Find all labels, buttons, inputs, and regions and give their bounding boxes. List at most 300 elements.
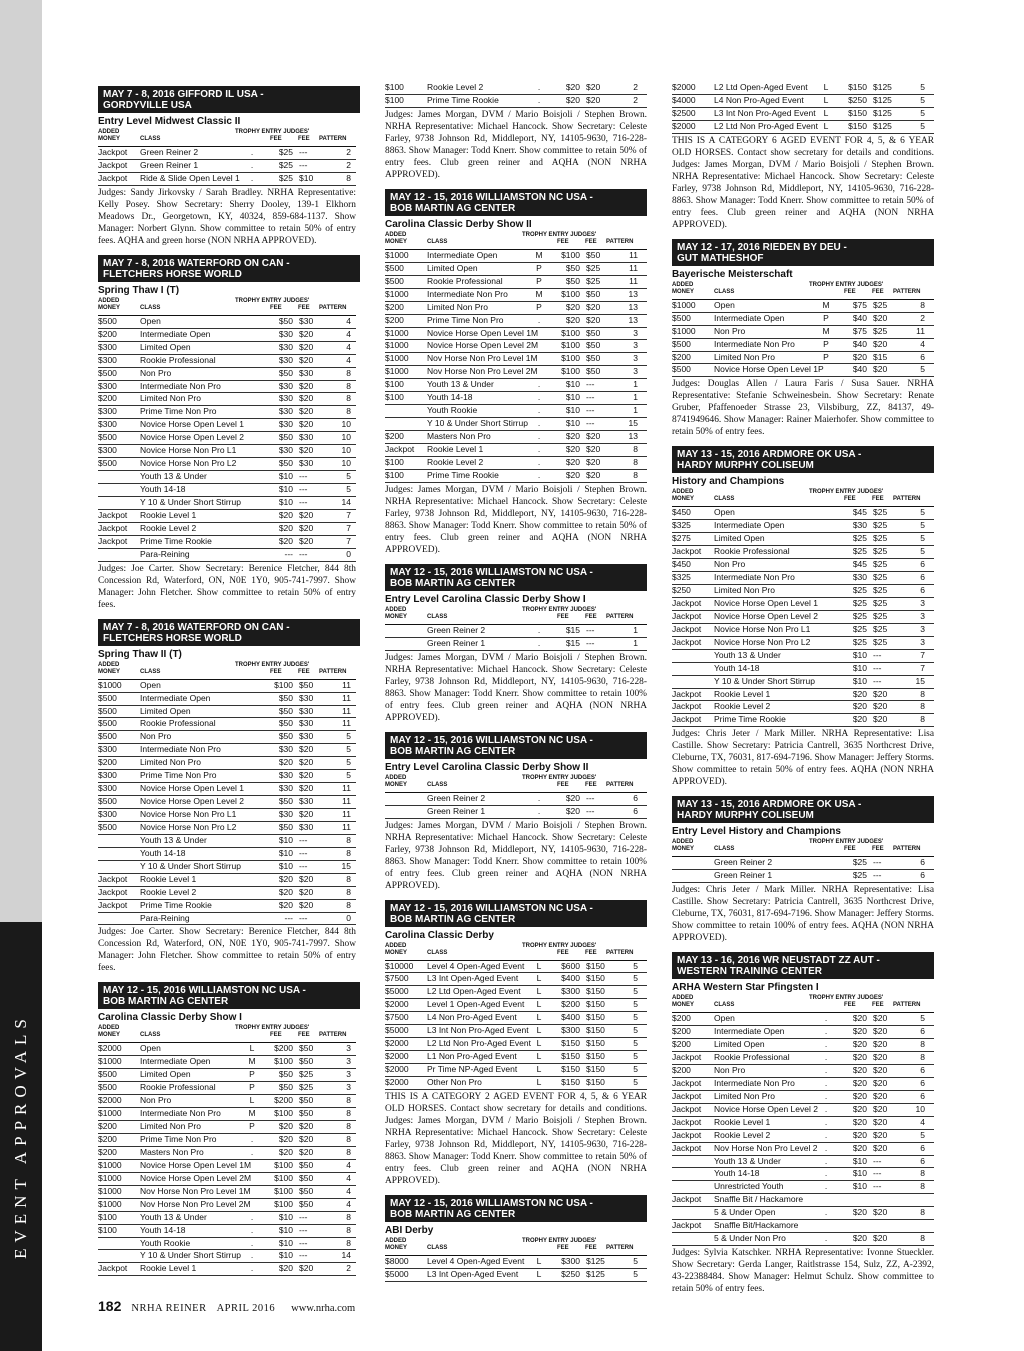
judges-fee: --- <box>299 1237 308 1248</box>
judges-fee: $50 <box>299 1095 314 1106</box>
header-money: MONEY <box>672 288 695 295</box>
judges-fee: $50 <box>299 1108 314 1119</box>
level: . <box>824 1142 828 1153</box>
trophy-entry-fee: $45 <box>852 559 867 570</box>
class-name: Youth 14-18 <box>140 1224 186 1235</box>
event-date-location: MAY 7 - 8, 2016 WATERFORD ON CAN - <box>103 257 290 269</box>
judges-fee: $20 <box>586 469 601 480</box>
pattern: 8 <box>346 873 351 884</box>
table-row <box>672 1181 934 1194</box>
added-money: $100 <box>98 1224 117 1235</box>
trophy-entry-fee: $30 <box>278 783 293 794</box>
event-listing <box>672 796 934 944</box>
table-row <box>385 1269 647 1282</box>
header-fee: FEE <box>585 781 597 788</box>
table-row <box>98 1082 356 1095</box>
judges-fee: $20 <box>299 522 314 533</box>
judges-fee: $20 <box>873 338 888 349</box>
level: M <box>248 1056 256 1067</box>
table-header <box>385 942 647 961</box>
level: L <box>536 1064 542 1074</box>
trophy-entry-fee: $20 <box>852 701 867 712</box>
table-row <box>385 95 647 108</box>
table-row <box>98 887 356 900</box>
column-1 <box>98 86 356 1278</box>
trophy-entry-fee: $20 <box>852 1116 867 1127</box>
class-name: Para-Reining <box>140 912 190 923</box>
pattern: 0 <box>346 548 351 559</box>
judges-fee: --- <box>873 1155 882 1166</box>
table-row <box>98 718 356 731</box>
pattern: 5 <box>346 471 351 482</box>
show-title: Carolina Classic Derby Show I <box>98 1012 242 1024</box>
class-name: Intermediate Non Pro <box>427 288 508 299</box>
judges-fee: --- <box>873 675 882 686</box>
class-name: Novice Horse Open Level 2 <box>140 796 244 807</box>
judges-fee: $20 <box>873 1103 888 1114</box>
header-fee: FEE <box>872 288 884 295</box>
pattern: 8 <box>920 1233 925 1244</box>
table-row <box>98 406 356 419</box>
trophy-entry-fee: $40 <box>852 312 867 323</box>
level: L <box>823 94 829 105</box>
added-money: $300 <box>98 406 117 417</box>
header-pattern: PATTERN <box>893 1002 921 1009</box>
judges-fee: --- <box>299 847 308 858</box>
event-venue: GUT MATHESHOF <box>677 252 764 264</box>
level: P <box>249 1082 255 1093</box>
judges-fee: $20 <box>299 393 314 404</box>
pattern: 6 <box>633 805 638 816</box>
header-fee: FEE <box>872 496 884 503</box>
pattern: 8 <box>346 1211 351 1222</box>
pattern: 8 <box>920 1168 925 1179</box>
header-trophy-entry-judges: TROPHY ENTRY JUDGES' <box>522 231 597 238</box>
level: . <box>824 1103 828 1114</box>
header-fee: FEE <box>557 1244 569 1251</box>
trophy-entry-fee: $20 <box>852 1077 867 1088</box>
judges-fee: $50 <box>586 353 601 364</box>
trophy-entry-fee: $30 <box>278 744 293 755</box>
class-name: Rookie Professional <box>714 1052 790 1062</box>
header-money: MONEY <box>385 238 408 245</box>
level: P <box>249 1069 255 1080</box>
class-name: Intermediate Open <box>714 312 785 323</box>
class-name: Green Reiner 1 <box>427 637 486 648</box>
trophy-entry-fee: $25 <box>852 597 867 608</box>
judges-fee: $30 <box>299 692 314 703</box>
added-money: $300 <box>98 744 117 755</box>
judges-fee: $20 <box>586 456 601 467</box>
show-title: ARHA Western Star Pfingsten I <box>672 982 819 994</box>
judges-fee: $25 <box>873 520 888 531</box>
judges-fee: $15 <box>873 351 888 362</box>
judges-fee: --- <box>299 147 308 157</box>
table-row <box>385 405 647 418</box>
level: L <box>823 82 829 92</box>
trophy-entry-fee: $20 <box>278 1121 293 1132</box>
magazine-name: NRHA REINER <box>131 1303 207 1314</box>
header-fee: FEE <box>270 304 282 311</box>
header-trophy-entry-judges: TROPHY ENTRY JUDGES' <box>235 1025 310 1032</box>
table-row <box>385 276 647 289</box>
table-row <box>385 82 647 95</box>
judges-fee: $50 <box>586 366 601 377</box>
added-money: Jackpot <box>672 623 702 634</box>
level: L <box>823 107 829 118</box>
added-money: $1000 <box>385 249 409 260</box>
class-name: Non Pro <box>714 1064 746 1075</box>
pattern: 8 <box>920 1181 925 1192</box>
level: P <box>249 1121 255 1132</box>
level: P <box>536 262 542 273</box>
event-details: Judges: Joe Carter. Show Secretary: Berenice Fletcher, 844 8th Concession Rd, Waterford, ON, N0E 1Y0, 905-741-7997. Show Manager: John Fletcher. Show committee to retain 50% of entry fees. <box>98 563 356 610</box>
class-name: Novice Horse Open Level 1 <box>140 419 244 430</box>
judges-fee: $25 <box>873 559 888 570</box>
table-row <box>98 1095 356 1108</box>
trophy-entry-fee: $20 <box>852 688 867 699</box>
event-header <box>385 900 647 927</box>
judges-fee: $125 <box>873 120 892 131</box>
class-name: Intermediate Non Pro <box>140 744 221 755</box>
table-row <box>98 368 356 381</box>
pattern: 3 <box>346 1043 351 1054</box>
level: . <box>250 1224 254 1235</box>
added-money: $1000 <box>672 299 696 310</box>
pattern: 14 <box>341 1250 351 1261</box>
trophy-entry-fee: $10 <box>565 405 580 416</box>
added-money: $100 <box>385 94 404 105</box>
trophy-entry-fee: $20 <box>565 82 580 92</box>
show-title: Spring Thaw I (T) <box>98 284 180 296</box>
judges-fee: $25 <box>586 262 601 273</box>
class-name: Intermediate Non Pro <box>714 572 795 583</box>
table-row <box>672 676 934 689</box>
table-row <box>672 650 934 663</box>
added-money: $500 <box>98 821 117 832</box>
level: . <box>824 1129 828 1140</box>
header-added: ADDED <box>672 995 694 1002</box>
table-row <box>672 689 934 702</box>
pattern: 5 <box>920 82 925 92</box>
header-money: MONEY <box>672 1002 695 1009</box>
judges-fee: $150 <box>586 1076 605 1087</box>
header-fee: FEE <box>585 613 597 620</box>
judges-fee: $30 <box>299 731 314 742</box>
pattern: 1 <box>633 624 638 635</box>
level: . <box>250 1134 254 1144</box>
judges-fee: $20 <box>299 1146 314 1157</box>
class-name: L4 Non Pro-Aged Event <box>427 1012 517 1023</box>
judges-fee: $20 <box>299 886 314 897</box>
class-name: 5 & Under Open <box>714 1207 776 1218</box>
pattern: 2 <box>633 82 638 92</box>
class-name: Rookie Professional <box>140 718 216 729</box>
header-trophy-entry-judges: TROPHY ENTRY JUDGES' <box>235 297 310 304</box>
class-name: Youth Rookie <box>427 405 478 416</box>
trophy-entry-fee: $10 <box>278 847 293 858</box>
pattern: 2 <box>346 147 351 157</box>
event-date-location: MAY 12 - 15, 2016 WILLIAMSTON NC USA - <box>390 734 593 746</box>
class-name: Masters Non Pro <box>140 1146 204 1157</box>
class-name: Youth 14-18 <box>140 484 186 494</box>
table-row <box>385 1051 647 1064</box>
header-added: ADDED <box>385 1237 407 1244</box>
table-row <box>385 1038 647 1051</box>
pattern: 1 <box>633 637 638 648</box>
table-row <box>98 861 356 874</box>
header-added: ADDED <box>385 942 407 949</box>
added-money: $300 <box>98 341 117 352</box>
pattern: 5 <box>346 744 351 755</box>
trophy-entry-fee: $50 <box>278 458 293 469</box>
trophy-entry-fee: $300 <box>561 1255 580 1266</box>
class-name: Non Pro <box>140 367 172 378</box>
header-class: CLASS <box>140 668 161 675</box>
added-money: $300 <box>98 354 117 365</box>
pattern: 8 <box>920 299 925 310</box>
class-name: Novice Horse Open Level 2 <box>140 432 244 443</box>
class-name: Intermediate Open <box>140 692 211 703</box>
show-title: Entry Level Carolina Classic Derby Show I <box>385 593 586 605</box>
class-name: Rookie Level 1 <box>427 443 484 454</box>
pattern: 5 <box>633 999 638 1010</box>
pattern: 11 <box>629 249 638 260</box>
table-row <box>672 108 934 121</box>
class-name: Rookie Professional <box>140 354 216 365</box>
class-name: Prime Time Non Pro <box>140 1134 217 1144</box>
level: . <box>537 82 541 92</box>
table-header <box>98 128 356 147</box>
table-header <box>385 1237 647 1256</box>
judges-fee: $20 <box>873 1013 888 1024</box>
added-money: $500 <box>98 705 117 716</box>
pattern: 5 <box>920 520 925 531</box>
level: L <box>823 120 829 131</box>
show-title: Carolina Classic Derby Show II <box>385 218 532 230</box>
judges-fee: --- <box>299 471 308 482</box>
event-venue: BOB MARTIN AG CENTER <box>390 202 516 214</box>
class-name: Open <box>714 1013 735 1024</box>
class-name: Intermediate Open <box>427 249 498 260</box>
table-row <box>98 342 356 355</box>
class-name: Non Pro <box>140 731 172 742</box>
added-money: $200 <box>98 1121 117 1132</box>
table-row <box>385 1012 647 1025</box>
added-money: $450 <box>672 559 691 570</box>
event-listing <box>385 732 647 892</box>
header-class: CLASS <box>714 846 735 853</box>
trophy-entry-fee: $15 <box>565 637 580 648</box>
class-name: Prime Time Rookie <box>140 535 212 546</box>
added-money: Jackpot <box>98 899 128 910</box>
trophy-entry-fee: $20 <box>852 1103 867 1114</box>
table-row <box>385 431 647 444</box>
judges-fee: --- <box>586 792 595 803</box>
pattern: 5 <box>920 507 925 518</box>
level: . <box>824 1207 828 1218</box>
pattern: 3 <box>346 1056 351 1067</box>
class-name: Snaffle Bit / Hackamore <box>714 1194 804 1205</box>
judges-fee: $20 <box>299 1121 314 1132</box>
event-header <box>385 732 647 759</box>
trophy-entry-fee: $25 <box>852 857 867 868</box>
pattern: 5 <box>920 1129 925 1140</box>
trophy-entry-fee: $10 <box>278 1224 293 1235</box>
table-row <box>672 546 934 559</box>
header-money: MONEY <box>98 668 121 675</box>
class-name: Novice Horse Open Level 1M <box>140 1159 252 1170</box>
judges-fee: $25 <box>873 572 888 583</box>
added-money: $200 <box>672 1039 691 1050</box>
table-row <box>98 471 356 484</box>
pattern: 6 <box>920 1064 925 1075</box>
table-row <box>672 1207 934 1220</box>
table-row <box>672 663 934 676</box>
pattern: 11 <box>342 796 351 807</box>
table-row <box>385 973 647 986</box>
event-date-location: MAY 12 - 15, 2016 WILLIAMSTON NC USA - <box>103 985 306 997</box>
table-row <box>98 835 356 848</box>
judges-fee: --- <box>586 418 595 429</box>
pattern: 8 <box>346 1121 351 1132</box>
pattern: 5 <box>920 1013 925 1024</box>
level: . <box>537 456 541 467</box>
trophy-entry-fee: $30 <box>278 328 293 339</box>
pattern: 3 <box>346 1069 351 1080</box>
header-pattern: PATTERN <box>606 1244 634 1251</box>
table-row <box>385 806 647 819</box>
class-name: Intermediate Non Pro <box>140 1108 221 1119</box>
added-money: $500 <box>98 692 117 703</box>
class-name: Rookie Level 2 <box>140 886 197 897</box>
class-name: Ride & Slide Open Level 1 <box>140 172 240 183</box>
pattern: 5 <box>633 1012 638 1023</box>
event-date-location: MAY 13 - 15, 2016 ARDMORE OK USA - <box>677 799 862 811</box>
event-continuation <box>385 82 647 181</box>
pattern: 5 <box>920 94 925 105</box>
class-name: Open <box>140 679 161 690</box>
table-row <box>98 316 356 329</box>
class-name: Novice Horse Non Pro L1 <box>140 445 237 456</box>
added-money: $500 <box>672 312 691 323</box>
pattern: 0 <box>346 912 351 923</box>
class-name: Limited Non Pro <box>140 1121 201 1132</box>
pattern: 5 <box>633 1255 638 1266</box>
trophy-entry-fee: $20 <box>278 899 293 910</box>
table-row <box>98 693 356 706</box>
judges-fee: $20 <box>299 380 314 391</box>
table-row <box>385 986 647 999</box>
pattern: 11 <box>342 705 351 716</box>
added-money: $500 <box>98 718 117 729</box>
table-row <box>98 731 356 744</box>
pattern: 6 <box>920 1155 925 1166</box>
class-name: Youth 14-18 <box>714 1168 760 1179</box>
event-header <box>98 255 360 282</box>
trophy-entry-fee: $10 <box>278 1211 293 1222</box>
event-listing <box>385 564 647 724</box>
trophy-entry-fee: $100 <box>274 1198 293 1209</box>
sidebar-section-label <box>0 922 42 1351</box>
level: M <box>248 1108 256 1119</box>
judges-fee: $150 <box>586 960 605 971</box>
trophy-entry-fee: $30 <box>278 354 293 365</box>
judges-fee: $30 <box>299 315 314 326</box>
header-fee: FEE <box>844 288 856 295</box>
trophy-entry-fee: $50 <box>278 796 293 807</box>
pattern: 8 <box>920 714 925 725</box>
judges-fee: $25 <box>299 1069 314 1080</box>
event-venue: FLETCHERS HORSE WORLD <box>103 268 242 280</box>
added-money: $200 <box>672 1026 691 1037</box>
class-name: L4 Non Pro-Aged Event <box>714 94 804 105</box>
pattern: 3 <box>920 623 925 634</box>
trophy-entry-fee: --- <box>284 548 293 559</box>
added-money: $100 <box>385 379 404 390</box>
header-class: CLASS <box>427 1244 448 1251</box>
judges-fee: $20 <box>873 312 888 323</box>
class-name: Youth 13 & Under <box>714 1155 781 1166</box>
added-money: $500 <box>385 275 404 286</box>
trophy-entry-fee: $20 <box>565 314 580 325</box>
trophy-entry-fee: $25 <box>852 546 867 557</box>
class-name: Rookie Level 1 <box>714 1116 771 1127</box>
pattern: 8 <box>920 688 925 699</box>
event-date-location: MAY 13 - 16, 2016 WR NEUSTADT ZZ AUT - <box>677 955 880 967</box>
pattern: 4 <box>346 1159 351 1170</box>
table-row <box>385 315 647 328</box>
event-details: Judges: James Morgan, DVM / Mario Boisjoli / Stephen Brown. NRHA Representative: Michael Hancock. Show Secretary: Celeste Farley, 9738 Johnson Rd, Middleport, NY, 14105-9630, 716-228-8863. Show Manager: Todd Knerr. Show committee to retain 50% of entry fees. Club green reiner and AQHA (NON NRHA APPROVED). <box>385 484 647 555</box>
judges-fee: $20 <box>873 1116 888 1127</box>
header-pattern: PATTERN <box>319 668 347 675</box>
table-header <box>385 774 647 793</box>
judges-fee: $20 <box>586 314 601 325</box>
level: L <box>536 1051 542 1062</box>
event-header <box>672 796 934 823</box>
added-money: Jackpot <box>672 1220 702 1231</box>
judges-fee: $20 <box>586 443 601 454</box>
added-money: Jackpot <box>672 1194 702 1205</box>
trophy-entry-fee: $50 <box>278 821 293 832</box>
trophy-entry-fee: $150 <box>561 1076 580 1087</box>
trophy-entry-fee: $40 <box>852 364 867 375</box>
show-title: Spring Thaw II (T) <box>98 648 182 660</box>
event-details: Judges: Sandy Jirkovsky / Sarah Bradley. NRHA Representative: Kelly Posey. Show Secretary: Sherry Dooley, 139-1 Elkhorn Meadows Dr., Georgetown, KY, 40324, 859-684-1137. Show Manager: Norbert Glynn. Show committee to retain 50% of entry fees. AQHA and green horse (NON NRHA APPROVED). <box>98 187 356 246</box>
pattern: 8 <box>920 1207 925 1218</box>
table-row <box>98 393 356 406</box>
added-money: $5000 <box>385 1268 409 1279</box>
judges-fee: --- <box>299 860 308 871</box>
pattern: 8 <box>346 886 351 897</box>
table-row <box>672 352 934 365</box>
class-name: Intermediate Open <box>714 520 785 531</box>
level: L <box>536 1025 542 1036</box>
header-money: MONEY <box>385 1244 408 1251</box>
added-money: $100 <box>385 469 404 480</box>
table-row <box>98 757 356 770</box>
pattern: 15 <box>915 675 925 686</box>
level: L <box>536 960 542 971</box>
trophy-entry-fee: $30 <box>278 809 293 819</box>
class-name: Limited Open <box>714 1039 765 1050</box>
website-link[interactable]: www.nrha.com <box>291 1303 356 1314</box>
trophy-entry-fee: $50 <box>565 275 580 286</box>
trophy-entry-fee: $150 <box>848 120 867 131</box>
table-row <box>98 1186 356 1199</box>
class-name: Rookie Level 1 <box>140 1263 197 1274</box>
table-header <box>98 1024 356 1043</box>
